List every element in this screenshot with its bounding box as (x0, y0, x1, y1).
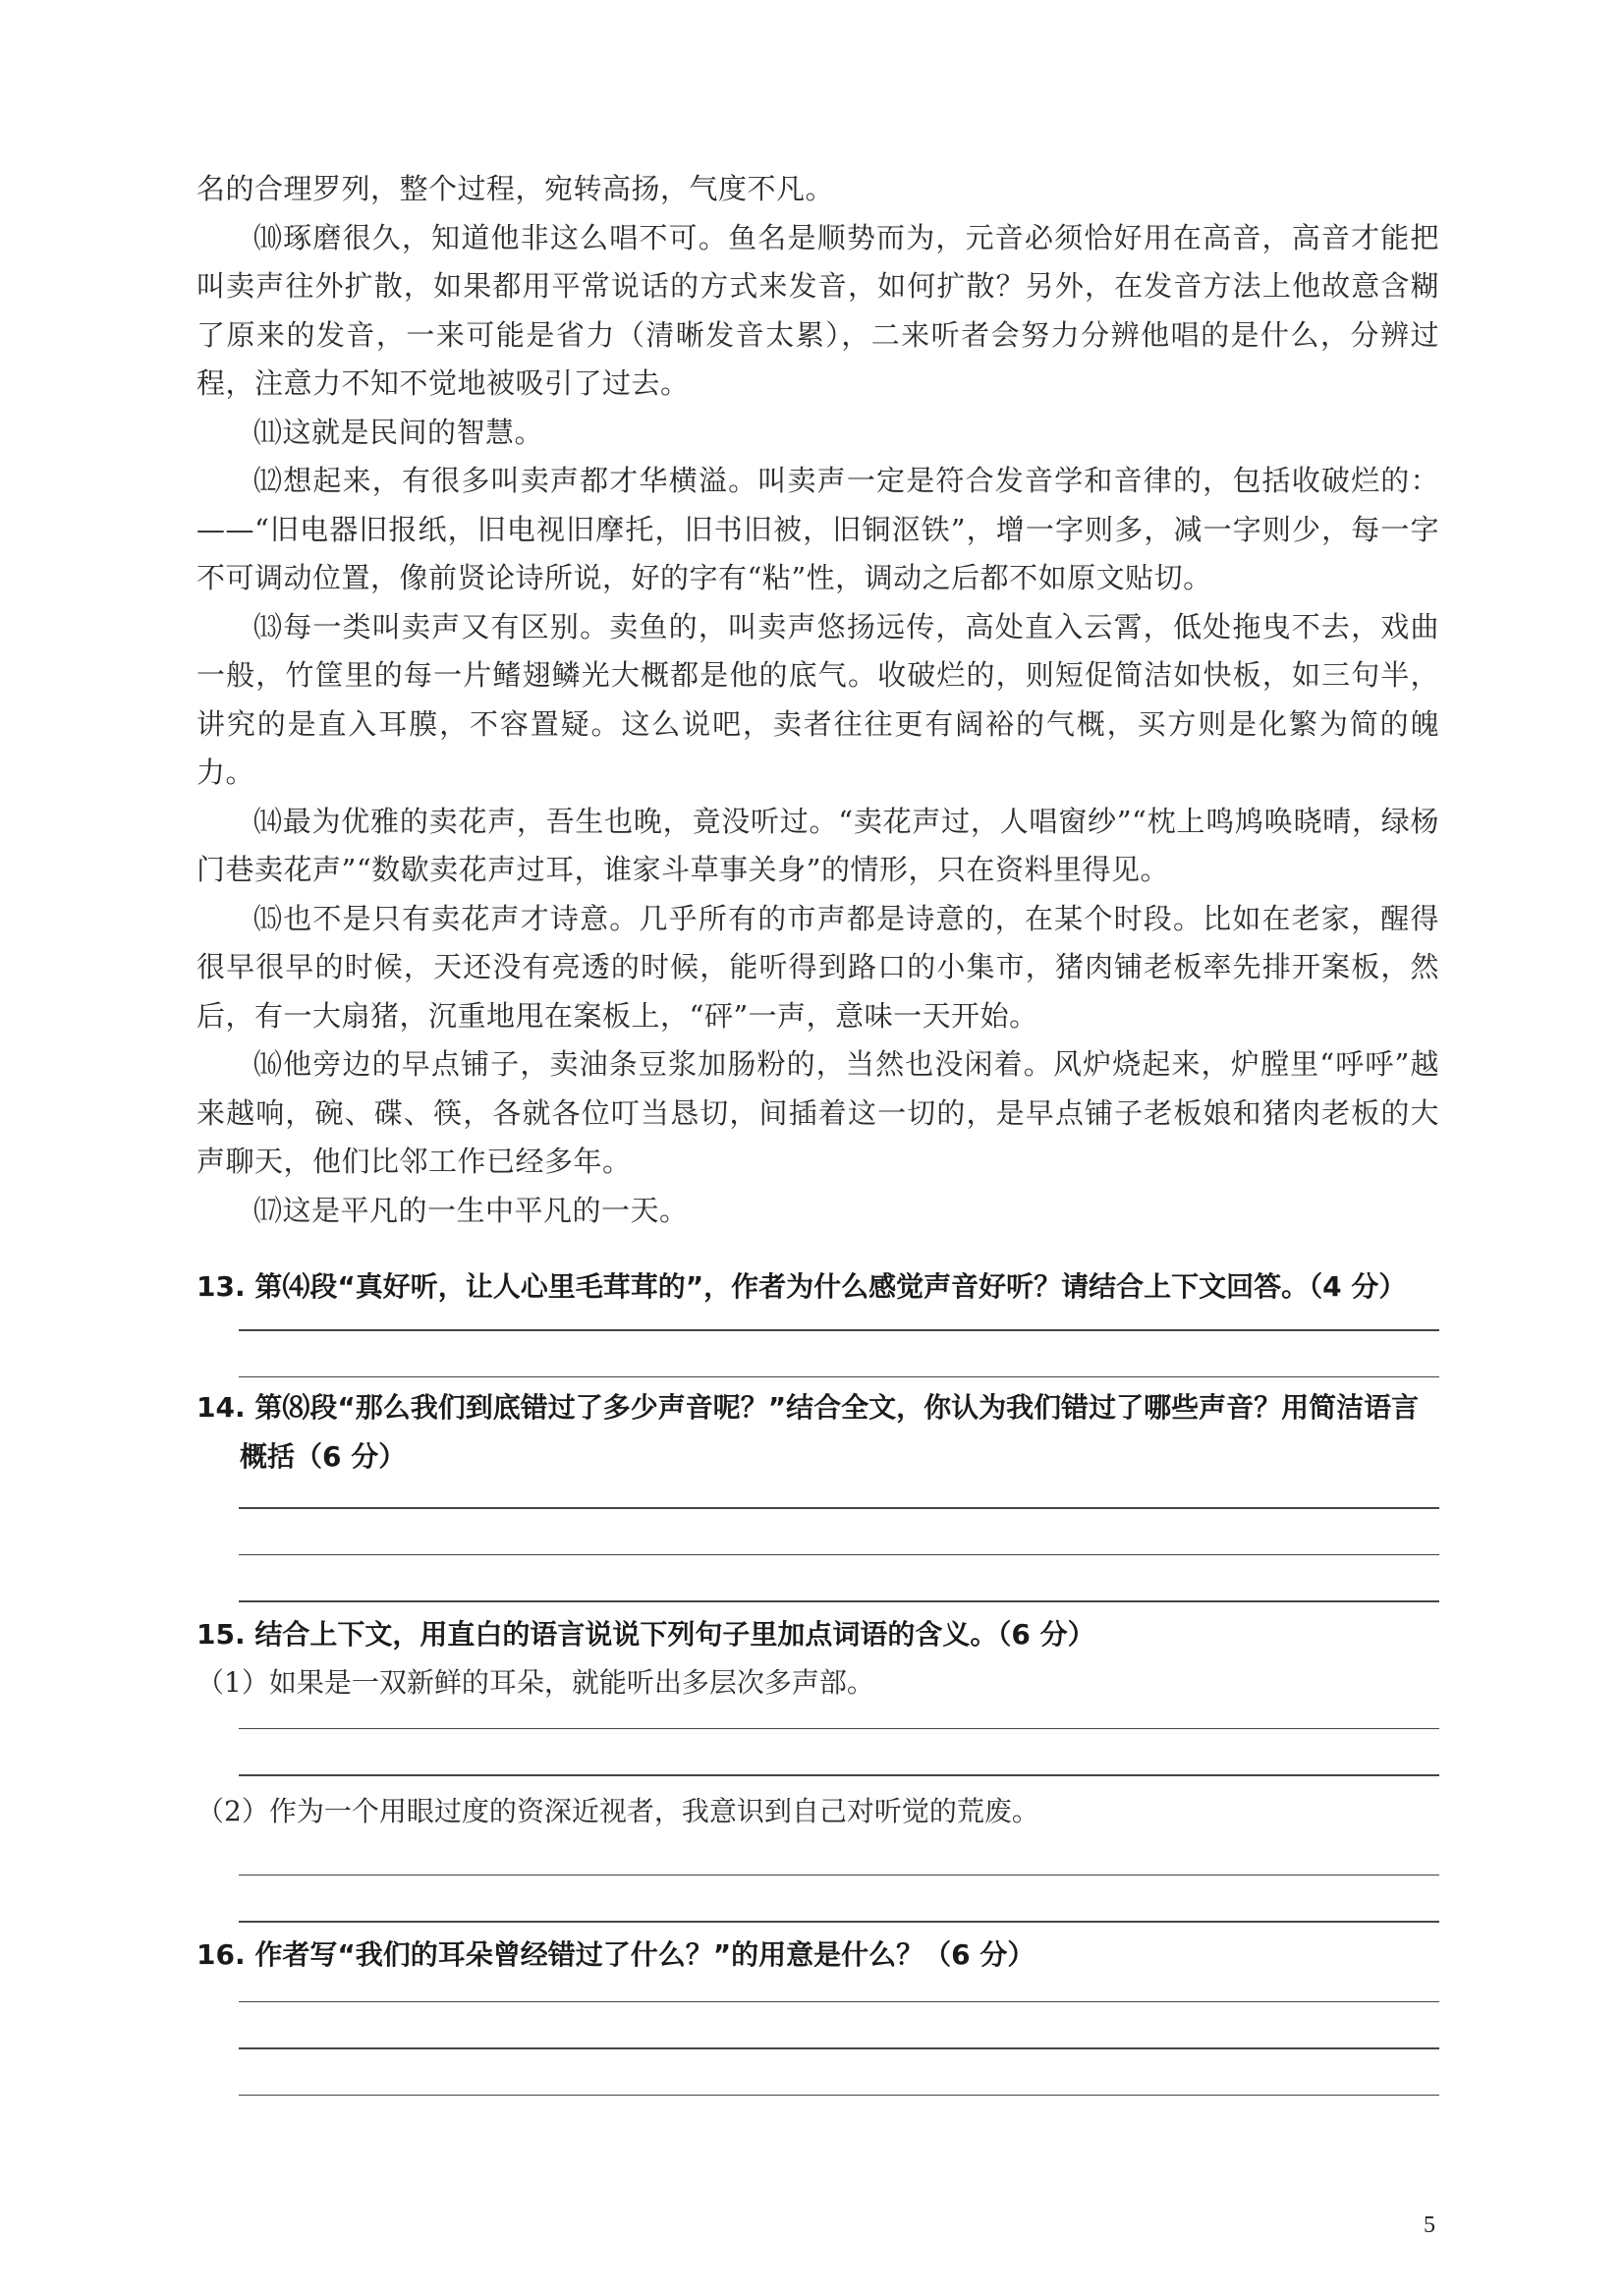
exam-page (196, 165, 1439, 2096)
passage-paragraph-continuation: 名的合理罗列，整个过程，宛转高扬，气度不凡。 (196, 172, 835, 205)
passage-paragraph-10: ⑽琢磨很久，知道他非这么唱不可。鱼名是顺势而为，元音必须恰好用在高音，高音才能把叫卖声往外扩散，如果都用平常说话的方式来发音，如何扩散？另外，在发音方法上他故意含糊了原来的发音，一来可能是省力（清晰发音太累），二来听者会努力分辨他唱的是什么，分辨过程，注意力不知不觉地被吸引了过去。 (196, 220, 1439, 400)
passage-paragraph-13: ⒀每一类叫卖声又有区别。卖鱼的，叫卖声悠扬远传，高处直入云霄，低处拖曳不去，戏曲一般，竹筐里的每一片鳍翅鳞光大概都是他的底气。收破烂的，则短促简洁如快板，如三句半，讲究的是直入耳膜，不容置疑。这么说吧，卖者往往更有阔裕的气概，买方则是化繁为简的魄力。 (196, 609, 1439, 789)
passage-paragraph-12: ⑿想起来，有很多叫卖声都才华横溢。叫卖声一定是符合发音学和音律的，包括收破烂的：——“旧电器旧报纸，旧电视旧摩托，旧书旧被，旧铜沤铁”，增一字则多，减一字则少，每一字不可调动位置，像前贤论诗所说，好的字有“粘”性，调动之后都不如原文贴切。 (196, 464, 1439, 594)
question-15-part-1: （1）如果是一双新鲜的耳朵，就能听出多层次多声部。 (196, 1665, 874, 1699)
question-15: 15. 结合上下文，用直白的语言说说下列句子里加点词语的含义。（6 分） (196, 1617, 1095, 1651)
question-13: 13. 第⑷段“真好听，让人心里毛茸茸的”，作者为什么感觉声音好听？请结合上下文回答。（4 分） (196, 1270, 1407, 1303)
passage-paragraph-17: ⒄这是平凡的一生中平凡的一天。 (253, 1193, 689, 1227)
passage-paragraph-15: ⒂也不是只有卖花声才诗意。几乎所有的市声都是诗意的，在某个时段。比如在老家，醒得很早很早的时候，天还没有亮透的时候，能听得到路口的小集市，猪肉铺老板率先排开案板，然后，有一大扇猪，沉重地甩在案板上，“砰”一声，意味一天开始。 (196, 901, 1439, 1033)
question-14: 14. 第⑻段“那么我们到底错过了多少声音呢？”结合全文，你认为我们错过了哪些声音？用简洁语言概括（6 分） (196, 1391, 1420, 1473)
passage-paragraph-11: ⑾这就是民间的智慧。 (253, 415, 544, 449)
passage-paragraph-16: ⒃他旁边的早点铺子，卖油条豆浆加肠粉的，当然也没闲着。风炉烧起来，炉膛里“呼呼”越来越响，碗、碟、筷，各就各位叮当恳切，间插着这一切的，是早点铺子老板娘和猪肉老板的大声聊天，他们比邻工作已经多年。 (196, 1047, 1439, 1178)
passage-paragraph-14: ⒁最为优雅的卖花声，吾生也晚，竟没听过。“卖花声过，人唱窗纱”“枕上鸣鸠唤晓晴，绿杨门巷卖花声”“数歇卖花声过耳，谁家斗草事关身”的情形，只在资料里得见。 (196, 804, 1439, 886)
answer-line-q16-3[interactable] (239, 2095, 1439, 2097)
question-15-part-2: （2）作为一个用眼过度的资深近视者，我意识到自己对听觉的荒废。 (196, 1794, 1039, 1827)
question-16: 16. 作者写“我们的耳朵曾经错过了什么？”的用意是什么？（6 分） (196, 1937, 1035, 1971)
page-number: 5 (1424, 2212, 1435, 2238)
